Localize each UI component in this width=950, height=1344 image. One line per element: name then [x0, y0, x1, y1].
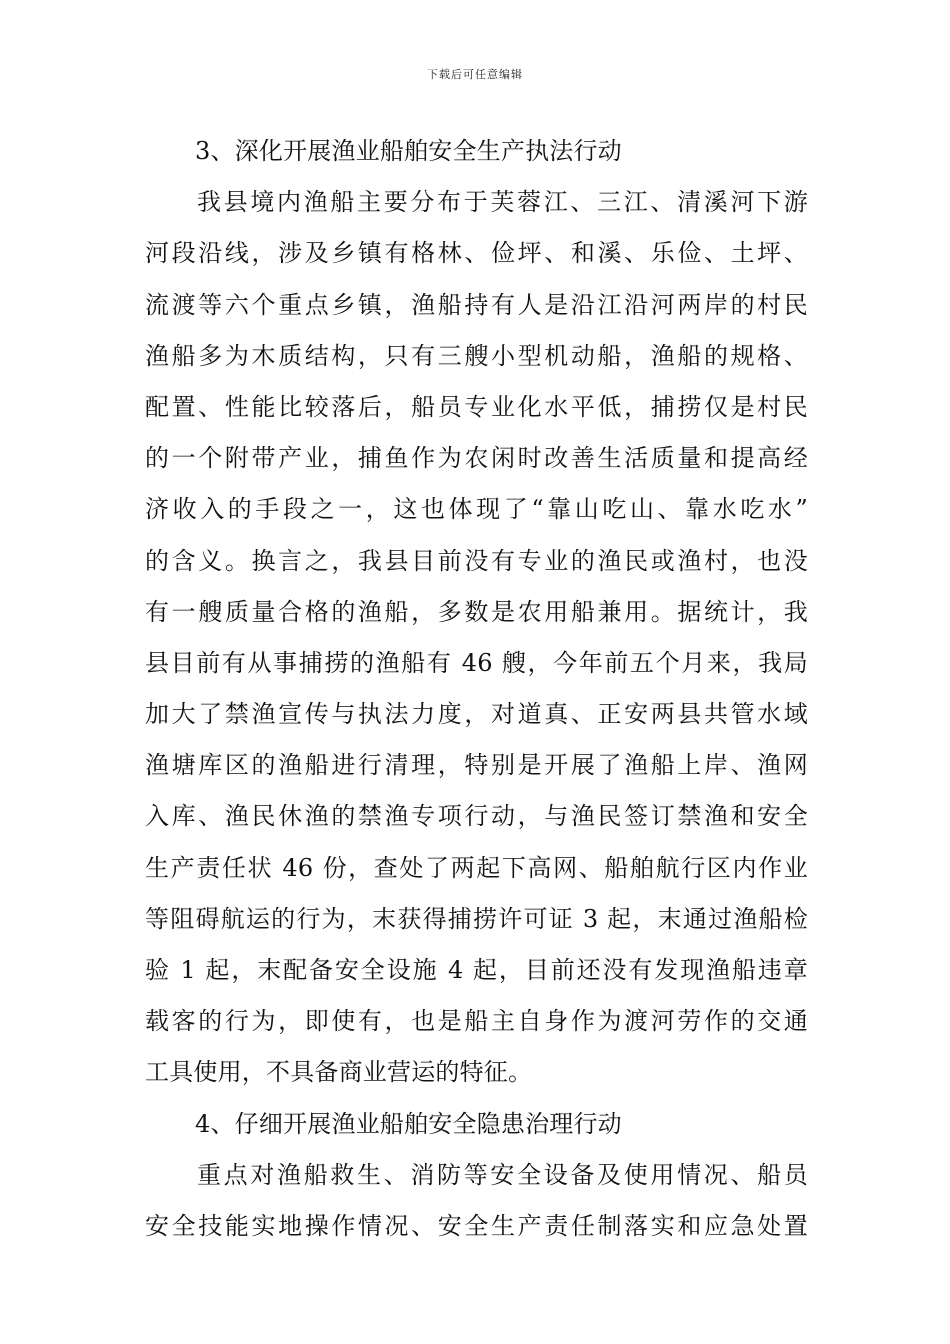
- paragraph-line: 河段沿线，涉及乡镇有格林、俭坪、和溪、乐俭、土坪、: [145, 239, 808, 268]
- paragraph-line: 载客的行为，即使有，也是船主自身作为渡河劳作的交通: [145, 1007, 808, 1036]
- paragraph-line: 工具使用，不具备商业营运的特征。: [145, 1058, 533, 1087]
- paragraph-line: 济收入的手段之一，这也体现了“靠山吃山、靠水吃水”: [145, 495, 808, 524]
- paragraph-line: 的一个附带产业，捕鱼作为农闲时改善生活质量和提高经: [145, 444, 808, 473]
- paragraph-line: 入库、渔民休渔的禁渔专项行动，与渔民签订禁渔和安全: [145, 802, 808, 831]
- paragraph-line: 流渡等六个重点乡镇，渔船持有人是沿江沿河两岸的村民: [145, 290, 808, 319]
- paragraph-line: 安全技能实地操作情况、安全生产责任制落实和应急处置: [145, 1211, 808, 1240]
- section-heading-4: 4、仔细开展渔业船舶安全隐患治理行动: [195, 1109, 622, 1138]
- header-note: 下载后可任意编辑: [427, 68, 523, 81]
- body-text: [145, 126, 808, 1252]
- paragraph-line: 有一艘质量合格的渔船，多数是农用船兼用。据统计，我: [145, 597, 808, 626]
- paragraph-line: 重点对渔船救生、消防等安全设备及使用情况、船员: [197, 1160, 808, 1189]
- paragraph-line: 渔船多为木质结构，只有三艘小型机动船，渔船的规格、: [145, 341, 808, 370]
- paragraph-line: 验 1 起，末配备安全设施 4 起，目前还没有发现渔船违章: [145, 956, 808, 984]
- paragraph-line: 的含义。换言之，我县目前没有专业的渔民或渔村，也没: [145, 546, 808, 575]
- paragraph-line: 县目前有从事捕捞的渔船有 46 艘，今年前五个月来，我局: [145, 648, 808, 677]
- section-heading-3: 3、深化开展渔业船舶安全生产执法行动: [195, 137, 622, 165]
- paragraph-line: 配置、性能比较落后，船员专业化水平低，捕捞仅是村民: [145, 392, 808, 421]
- paragraph-line: 生产责任状 46 份，查处了两起下高网、船舶航行区内作业: [145, 853, 808, 882]
- paragraph-line: 等阻碍航运的行为，末获得捕捞许可证 3 起，末通过渔船检: [145, 904, 808, 933]
- paragraph-line: 渔塘库区的渔船进行清理，特别是开展了渔船上岸、渔网: [145, 751, 808, 780]
- paragraph-line: 我县境内渔船主要分布于芙蓉江、三江、清溪河下游: [197, 188, 808, 217]
- paragraph-line: 加大了禁渔宣传与执法力度，对道真、正安两县共管水域: [145, 700, 808, 729]
